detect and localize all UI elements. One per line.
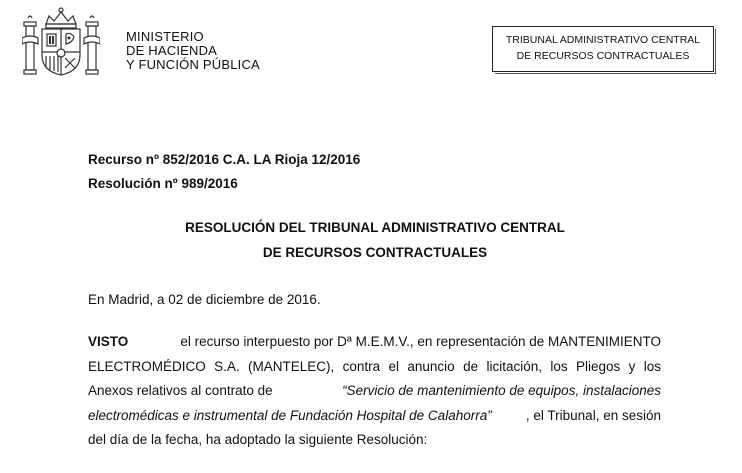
visto-keyword: VISTO [88, 334, 129, 349]
document-title [90, 215, 660, 265]
resolucion-number: Resolución nº 989/2016 [88, 176, 238, 191]
ministry-name [126, 30, 260, 72]
case-references [88, 148, 360, 196]
paragraph-line-4 [88, 404, 661, 429]
ministry-line-2: DE HACIENDA [126, 43, 218, 58]
ministry-line-3: Y FUNCIÓN PÚBLICA [126, 57, 260, 72]
coat-of-arms-icon [22, 6, 100, 82]
title-line-1: RESOLUCIÓN DEL TRIBUNAL ADMINISTRATIVO CENTRAL [185, 220, 565, 235]
ministry-line-1: MINISTERIO [126, 29, 204, 44]
paragraph-line-5-text: del día de la fecha, ha adoptado la siguiente Resolución: [88, 432, 428, 447]
tribunal-box-line-2: DE RECURSOS CONTRACTUALES [516, 50, 690, 62]
paragraph-line-5 [88, 428, 661, 453]
contract-name-part-1: “Servicio de mantenimiento de equipos, instalaciones [342, 383, 661, 398]
paragraph-line-3 [88, 379, 661, 404]
paragraph-line-3-text: Anexos relativos al contrato de [88, 383, 273, 398]
visto-paragraph [88, 330, 661, 453]
paragraph-line-1-text: el recurso interpuesto por Dª M.E.M.V., en representación de MANTENIMIENTO [180, 334, 661, 349]
paragraph-line-4-text: , el Tribunal, en sesión [525, 407, 661, 423]
contract-name-part-2: electromédicas e instrumental de Fundación Hospital de Calahorra” [88, 407, 492, 423]
title-line-2: DE RECURSOS CONTRACTUALES [262, 245, 488, 260]
tribunal-header-box [492, 26, 714, 72]
recurso-number: Recurso nº 852/2016 C.A. LA Rioja 12/2016 [88, 152, 361, 167]
date-line: En Madrid, a 02 de diciembre de 2016. [88, 292, 321, 307]
paragraph-line-1 [88, 330, 661, 355]
paragraph-line-2-text: ELECTROMÉDICO S.A. (MANTELEC), contra el anuncio de licitación, los Pliegos y los [88, 358, 661, 374]
tribunal-box-line-1: TRIBUNAL ADMINISTRATIVO CENTRAL [505, 34, 701, 46]
paragraph-line-2 [88, 355, 661, 380]
